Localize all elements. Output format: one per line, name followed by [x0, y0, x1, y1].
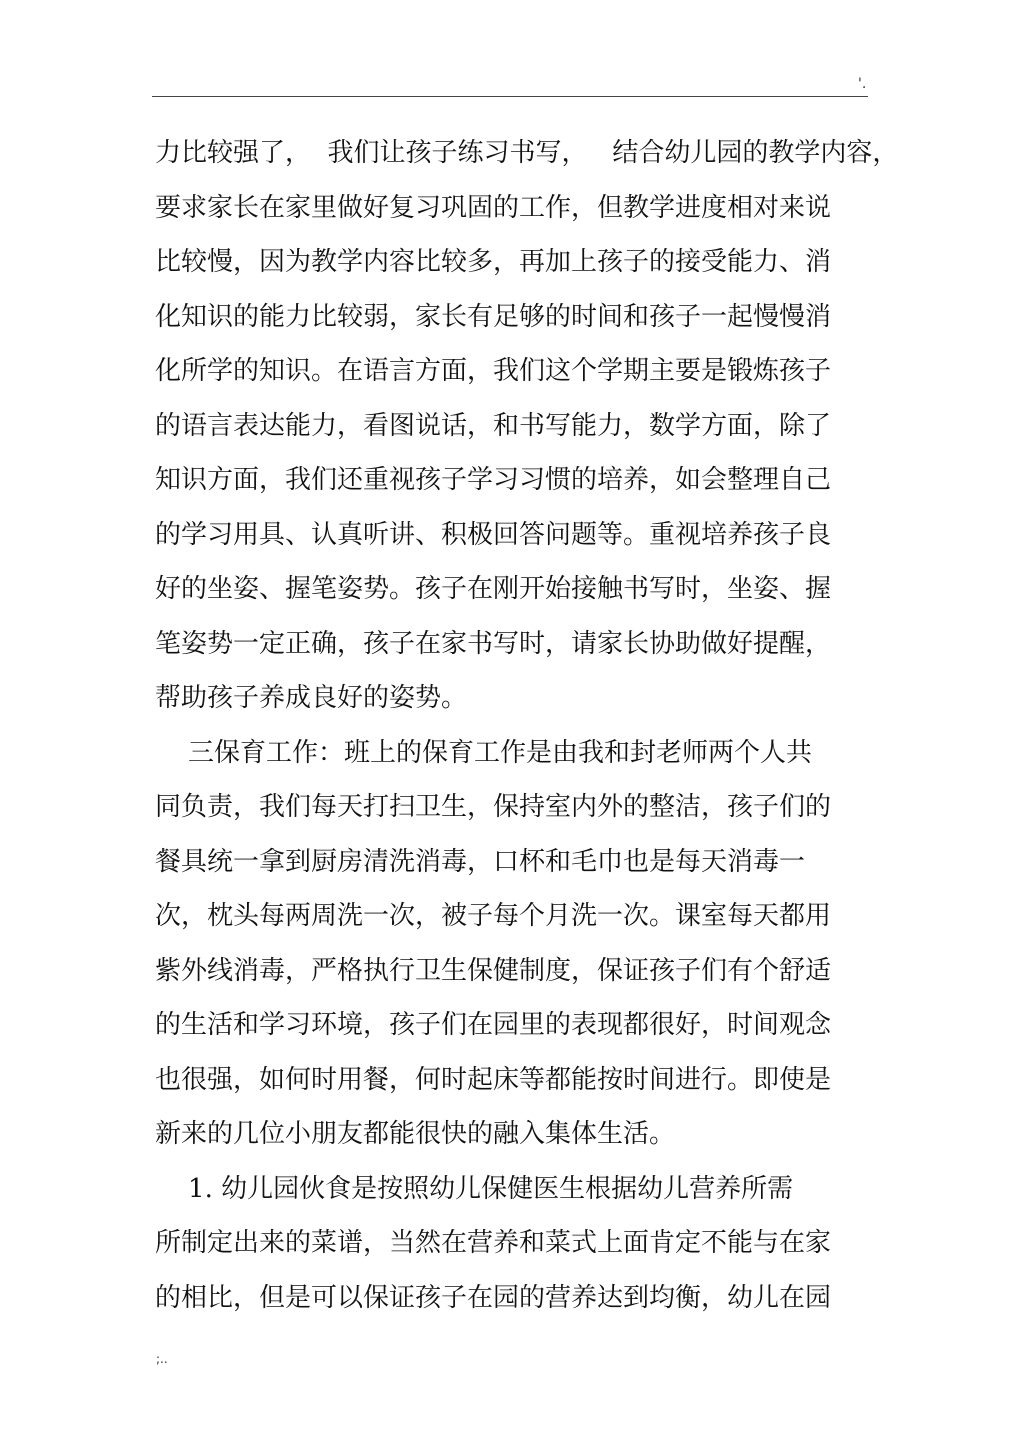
- text-line: 好的坐姿、握笔姿势。孩子在刚开始接触书写时，坐姿、握: [155, 574, 832, 604]
- text-line: 新来的几位小朋友都能很快的融入集体生活。: [155, 1119, 676, 1149]
- text-line: 的相比，但是可以保证孩子在园的营养达到均衡，幼儿在园: [155, 1282, 832, 1313]
- text-line: 比较慢，因为教学内容比较多，再加上孩子的接受能力、消: [155, 247, 832, 277]
- text-line: 同负责，我们每天打扫卫生，保持室内外的整洁，孩子们的: [155, 792, 832, 822]
- text-line: 的学习用具、认真听讲、积极回答问题等。重视培养孩子良: [155, 519, 832, 550]
- numbered-item-line: 1. 幼儿园伙食是按照幼儿保健医生根据幼儿营养所需: [155, 1173, 794, 1204]
- text-line: 帮助孩子养成良好的姿势。: [155, 683, 468, 713]
- text-line: 化知识的能力比较弱，家长有足够的时间和孩子一起慢慢消: [155, 301, 832, 332]
- text-line: 力比较强了， 我们让孩子练习书写， 结合幼儿园的教学内容，: [155, 138, 899, 168]
- text-line: 要求家长在家里做好复习巩固的工作，但教学进度相对来说: [155, 192, 832, 223]
- header-mark: '.: [858, 76, 867, 92]
- text-line: 的生活和学习环境，孩子们在园里的表现都很好，时间观念: [155, 1010, 832, 1040]
- paragraph-start-line: 三保育工作：班上的保育工作是由我和封老师两个人共: [155, 737, 813, 768]
- footer-mark: ;..: [156, 1352, 168, 1366]
- header-rule: [152, 96, 868, 97]
- text-line: 次，枕头每两周洗一次，被子每个月洗一次。课室每天都用: [155, 901, 832, 931]
- text-line: 化所学的知识。在语言方面，我们这个学期主要是锻炼孩子: [155, 356, 832, 386]
- text-line: 紫外线消毒，严格执行卫生保健制度，保证孩子们有个舒适: [155, 955, 832, 986]
- text-line: 餐具统一拿到厨房清洗消毒，口杯和毛巾也是每天消毒一: [155, 846, 806, 877]
- text-line: 所制定出来的菜谱，当然在营养和菜式上面肯定不能与在家: [155, 1228, 832, 1258]
- text-line: 笔姿势一定正确，孩子在家书写时，请家长协助做好提醒，: [155, 628, 832, 659]
- body-text: [155, 126, 899, 1325]
- text-line: 的语言表达能力，看图说话，和书写能力，数学方面，除了: [155, 410, 832, 441]
- text-line: 知识方面，我们还重视孩子学习习惯的培养，如会整理自己: [155, 465, 832, 495]
- text-line: 也很强，如何时用餐，何时起床等都能按时间进行。即使是: [155, 1064, 832, 1095]
